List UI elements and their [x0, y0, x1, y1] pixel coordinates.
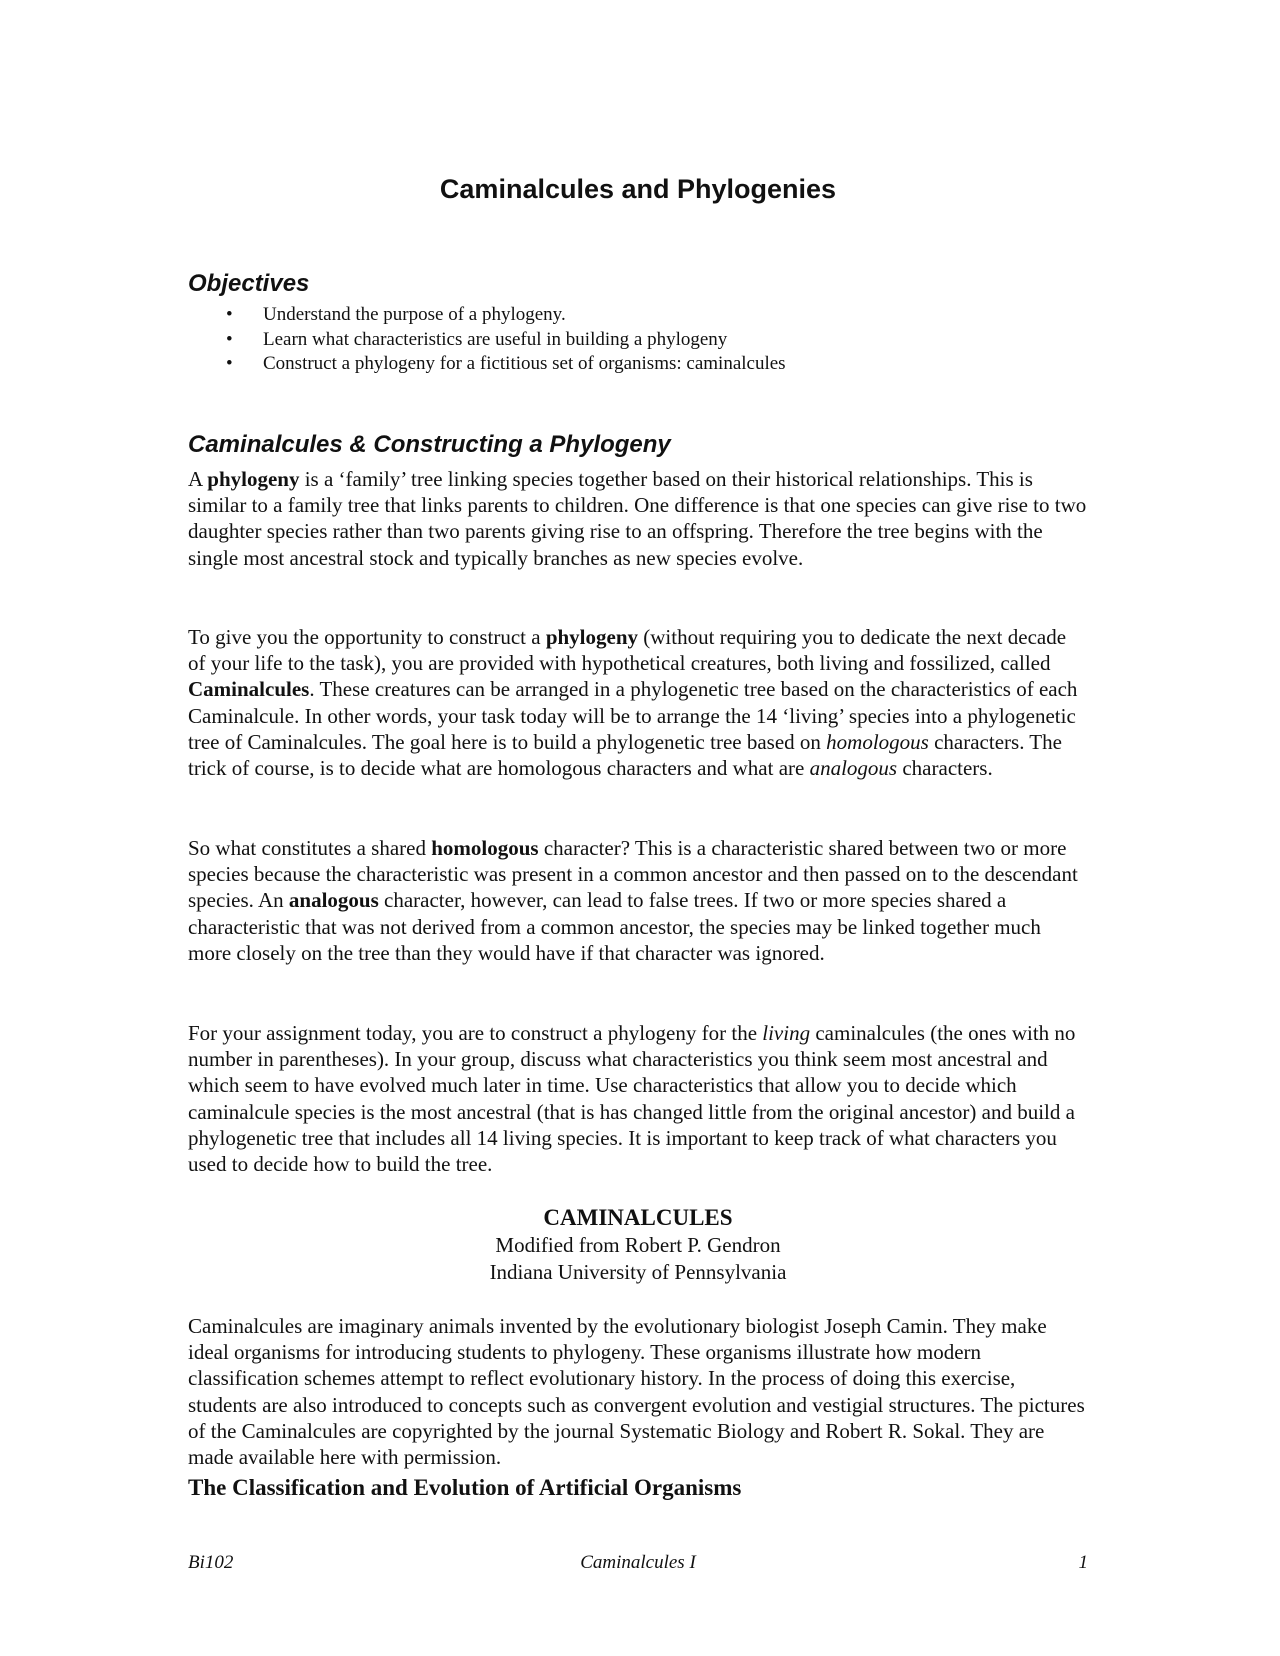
credit-line: Modified from Robert P. Gendron	[495, 1233, 781, 1257]
bold-term: analogous	[288, 888, 379, 913]
italic-term: analogous	[809, 756, 898, 781]
objectives-heading: Objectives	[188, 270, 310, 297]
italic-term: homologous	[826, 729, 929, 754]
objectives-list	[188, 303, 786, 377]
institution-line: Indiana University of Pennsylvania	[489, 1260, 787, 1284]
list-item	[188, 303, 786, 328]
caminalcules-title: CAMINALCULES	[543, 1205, 733, 1230]
paragraph-phylogeny-definition: A phylogeny is a ‘family’ tree linking species together based on their historical relationships. This is similar to a family tree that links parents to children. One difference is that one species can give rise to two daughter species rather than two parents giving rise to an offspring. Therefore the tree begins with the single most ancestral stock and typically branches as new species evolve.	[188, 467, 1087, 570]
bullet-icon: •	[226, 328, 233, 350]
bullet-icon: •	[226, 304, 233, 325]
bullet-icon: •	[226, 353, 233, 374]
list-item-text: Construct a phylogeny for a fictitious set of organisms: caminalcules	[263, 353, 786, 374]
paragraph-caminalcules-intro: Caminalcules are imaginary animals invented by the evolutionary biologist Joseph Camin. They make ideal organisms for introducing students to phylogeny. These organisms illustrate how modern classification schemes attempt to reflect evolutionary history. In the process of doing this exercise, students are also introduced to concepts such as convergent evolution and vestigial structures. The pictures of the Caminalcules are copyrighted by the journal Systematic Biology and Robert R. Sokal. They are made available here with permission.	[188, 1314, 1085, 1470]
paragraph-assignment: For your assignment today, you are to construct a phylogeny for the living caminalcules (the ones with no number in parentheses). In your group, discuss what characteristics you think seem most ancestral and which seem to have evolved much later in time. Use characteristics that allow you to decide which caminalcule species is the most ancestral (that is has changed little from the original ancestor) and build a phylogenetic tree that includes all 14 living species. It is important to keep track of what characters you used to decide how to build the tree.	[188, 1021, 1076, 1177]
list-item-text: Understand the purpose of a phylogeny.	[263, 304, 566, 325]
footer-course: Bi102	[188, 1552, 234, 1573]
italic-term: living	[762, 1021, 811, 1045]
list-item	[188, 328, 786, 353]
paragraph-homologous: So what constitutes a shared homologous character? This is a characteristic shared between two or more species because the characteristic was present in a common ancestor and then passed on to the descendant species. An analogous character, however, can lead to false trees. If two or more species shared a characteristic that was not derived from a common ancestor, the species may be linked together much more closely on the tree than they would have if that character was ignored.	[188, 836, 1078, 965]
section-heading: Caminalcules & Constructing a Phylogeny	[188, 431, 671, 458]
bold-term: Caminalcules	[188, 677, 310, 702]
footer-title: Caminalcules I	[580, 1552, 696, 1573]
page-number: 1	[1078, 1552, 1088, 1573]
paragraph-task-intro: To give you the opportunity to construct a phylogeny (without requiring you to dedicate the next decade of your life to the task), you are provided with hypothetical creatures, both living and fossilized, called Caminalcules. These creatures can be arranged in a phylogenetic tree based on the characteristics of each Caminalcule. In other words, your task today will be to arrange the 14 ‘living’ species into a phylogenetic tree of Caminalcules. The goal here is to build a phylogenetic tree based on homologous characters. The trick of course, is to decide what are homologous characters and what are analogous characters.	[188, 625, 1078, 781]
page-title: Caminalcules and Phylogenies	[439, 174, 837, 204]
list-item-text: Learn what characteristics are useful in building a phylogeny	[263, 328, 728, 350]
bold-term: phylogeny	[545, 625, 639, 649]
section-heading-classification: The Classification and Evolution of Artificial Organisms	[188, 1475, 742, 1500]
list-item	[188, 352, 786, 377]
bold-term: phylogeny	[207, 467, 300, 491]
bold-term: homologous	[431, 836, 539, 860]
